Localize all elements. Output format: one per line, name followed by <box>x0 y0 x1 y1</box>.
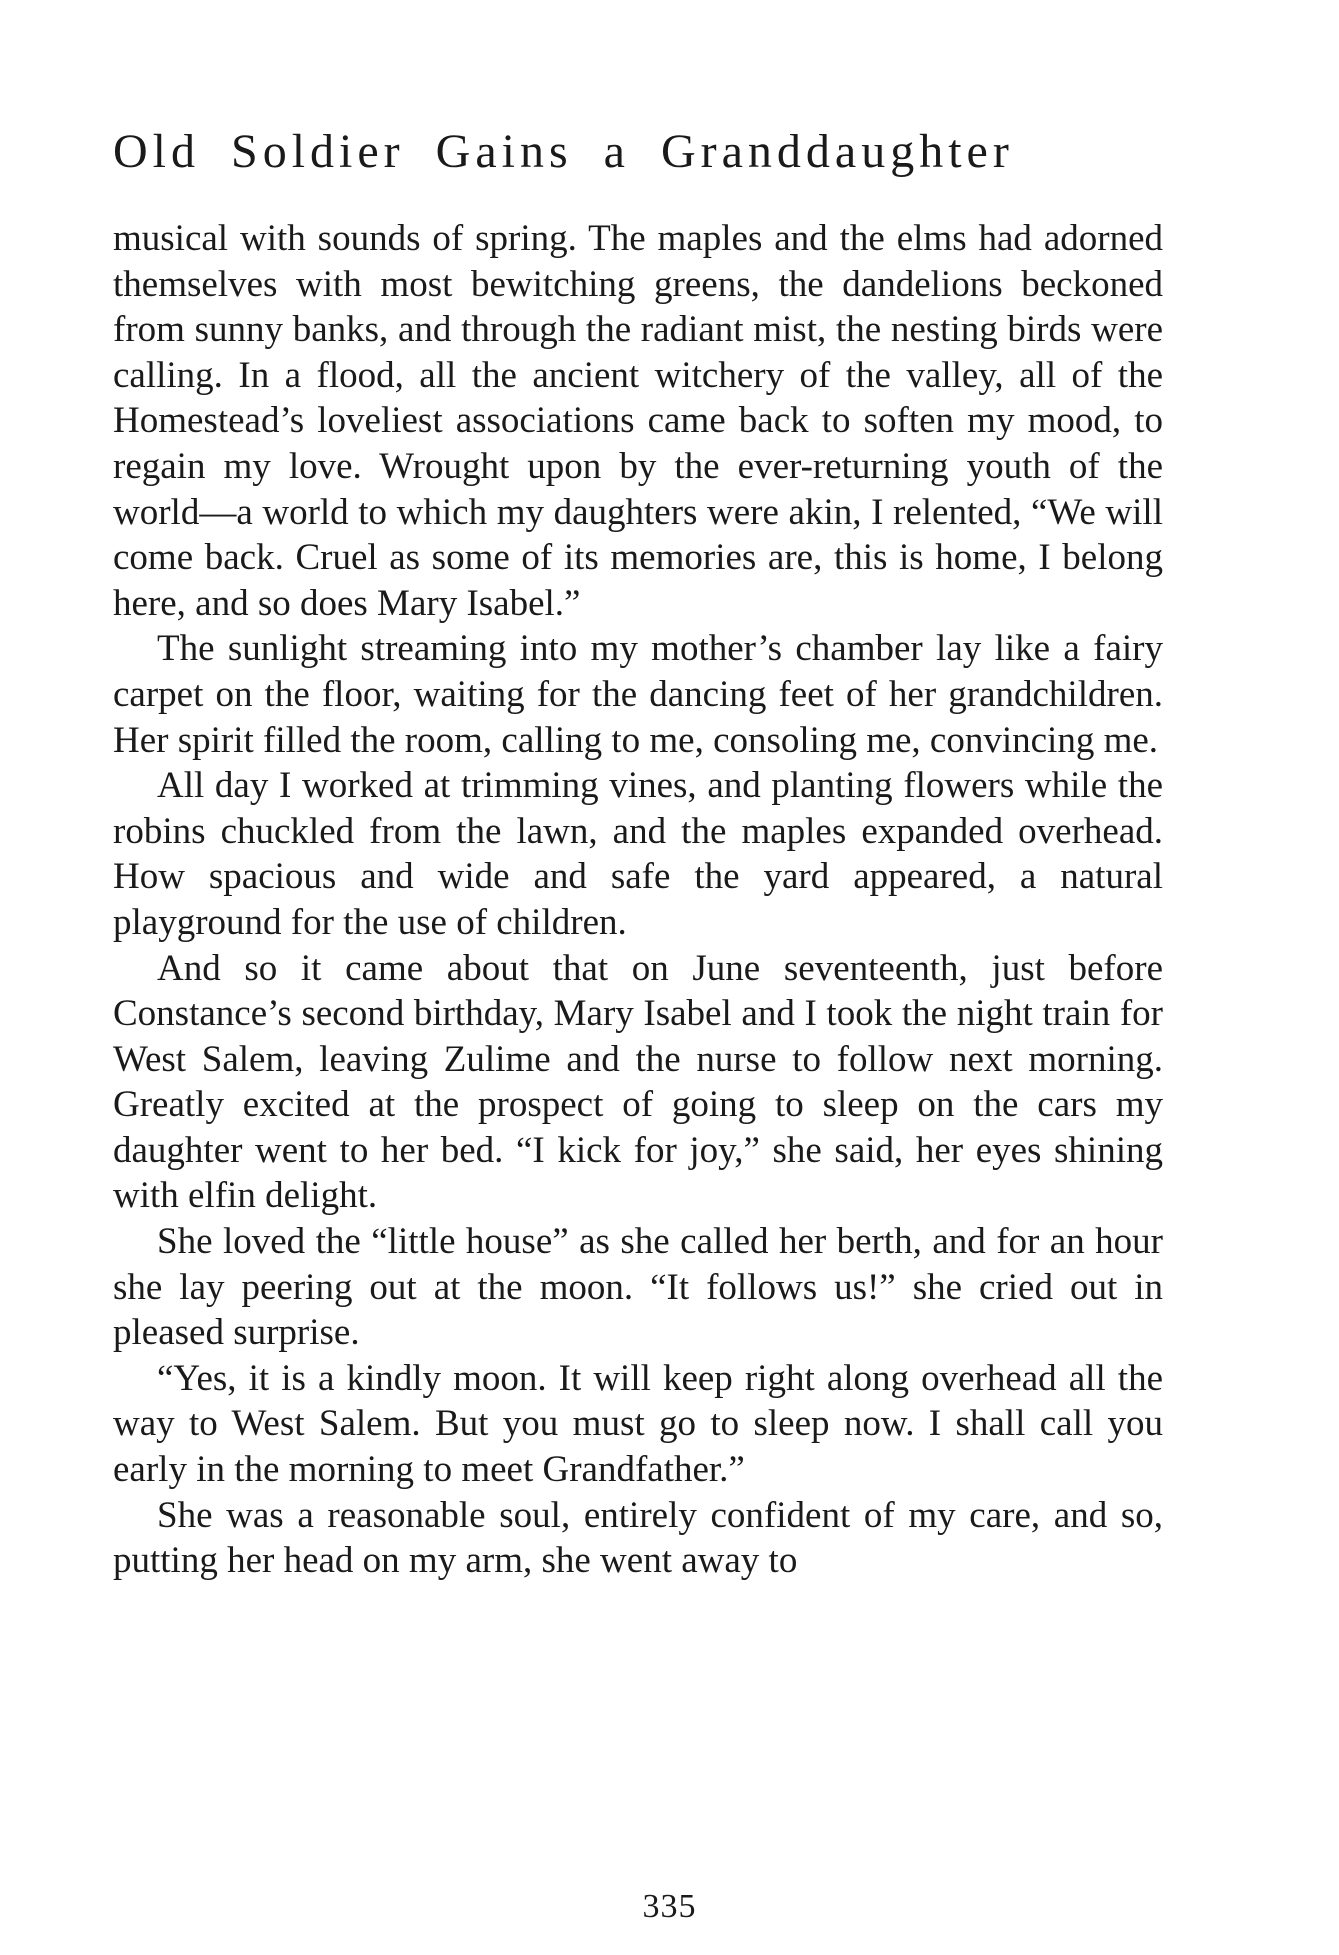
paragraph: She loved the “little house” as she called her berth, and for an hour she lay peering out at the moon. “It follows us!” she cried out in pleased surprise. <box>113 1221 1163 1354</box>
body-text <box>113 216 1163 1584</box>
paragraph: The sunlight streaming into my mother’s chamber lay like a fairy carpet on the floor, waiting for the dancing feet of her grandchildren. Her spirit filled the room, calling to me, consoling me, convincing me. <box>113 628 1163 761</box>
paragraph-continued: musical with sounds of spring. The maples and the elms had adorned themselves with most bewitching greens, the dandelions beckoned from sunny banks, and through the radiant mist, the nesting birds were calling. In a flood, all the ancient witchery of the valley, all of the Homestead’s loveliest associations came back to soften my mood, to regain my love. Wrought upon by the ever-returning youth of the world—a world to which my daughters were akin, I relented, “We will come back. Cruel as some of its memories are, this is home, I belong here, and so does Mary Isabel.” <box>113 218 1163 624</box>
paragraph: All day I worked at trimming vines, and planting flowers while the robins chuckled from the lawn, and the maples expanded overhead. How spacious and wide and safe the yard appeared, a natural playground for the use of children. <box>113 765 1163 943</box>
paragraph: And so it came about that on June seventeenth, just before Constance’s second birthday, Mary Isabel and I took the night train for West Salem, leaving Zulime and the nurse to follow next morning. Greatly excited at the prospect of going to sleep on the cars my daughter went to her bed. “I kick for joy,” she said, her eyes shining with elfin delight. <box>113 947 1163 1217</box>
running-head: Old Soldier Gains a Granddaughter <box>113 125 1014 178</box>
book-page <box>113 125 1163 1584</box>
paragraph: “Yes, it is a kindly moon. It will keep right along overhead all the way to West Salem. But you must go to sleep now. I shall call you early in the morning to meet Grandfather.” <box>113 1357 1163 1491</box>
paragraph: She was a reasonable soul, entirely confident of my care, and so, putting her head on my arm, she went away to <box>113 1494 1163 1582</box>
page-number: 335 <box>642 1888 697 1925</box>
